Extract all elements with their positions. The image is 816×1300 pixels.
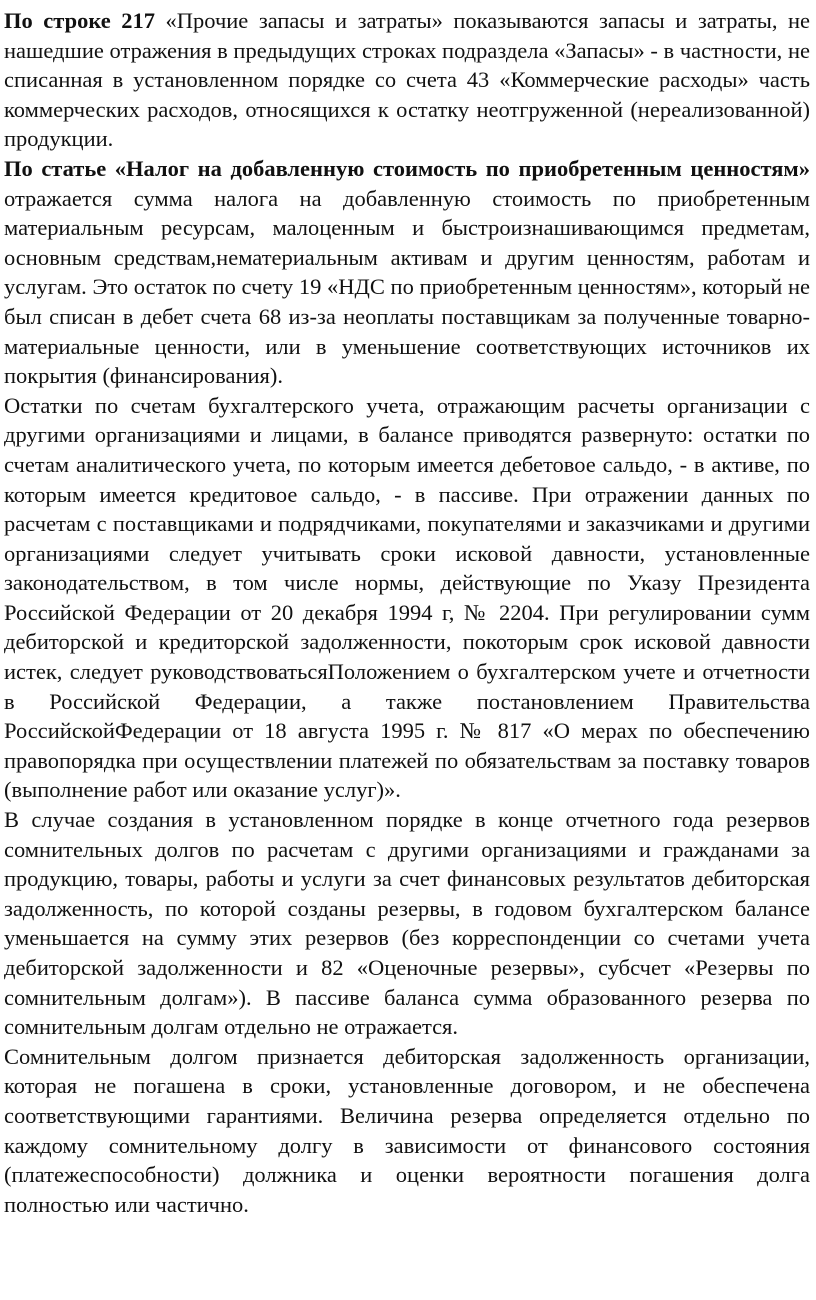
paragraph-text: Остатки по счетам бухгалтерского учета, отражающим расчеты организации с другими организациями и лицами, в балансе приводятся развернуто: остатки по счетам аналитического учета, по которым имеется дебетовое сальдо, - в активе, по которым имеется кредитовое сальдо, - в пассиве. При отражении данных по расчетам с поставщиками и подрядчиками, покупателями и заказчиками и другими организациями следует учитывать сроки исковой давности, установленные законодательством, в том числе нормы, действующие по Указу Президента Российской Федерации от 20 декабря 1994 г, № 2204. При регулировании сумм дебиторской и кредиторской задолженности, покоторым срок исковой давности истек, следует руководствоватьсяПоложением о бухгалтерском учете и отчетности в Российской Федерации, а также постановлением Правительства РоссийскойФедерации от 18 августа 1995 г. № 817 «О мерах по обеспечению правопорядка при осуществлении платежей по обязательствам за поставку товаров (выполнение работ или оказание услуг)».	[4, 392, 810, 803]
paragraph-doubtful-debt-definition	[4, 1042, 810, 1220]
paragraph-row-217	[4, 6, 810, 154]
paragraph-settlement-balances	[4, 391, 810, 805]
paragraph-vat-article	[4, 154, 810, 391]
paragraph-text: В случае создания в установленном порядке в конце отчетного года резервов сомнительных долгов по расчетам с другими организациями и гражданами за продукцию, товары, работы и услуги за счет финансовых результатов дебиторская задолженность, по которой созданы резервы, в годовом бухгалтерском балансе уменьшается на сумму этих резервов (без корреспонденции со счетами учета дебиторской задолженности и 82 «Оценочные резервы», субсчет «Резервы по сомнительным долгам»). В пассиве баланса сумма образованного резерва по сомнительным долгам отдельно не отражается.	[4, 807, 810, 1040]
paragraph-text: отражается сумма налога на добавленную стоимость по приобретенным материальным ресурсам, малоценным и быстроизнашивающимся предметам, основным средствам,нематериальным активам и другим ценностям, работам и услугам. Это остаток по счету 19 «НДС по приобретенным ценностям», который не был списан в дебет счета 68 из-за неоплаты поставщикам за полученные товарно-материальные ценности, или в уменьшение соответствующих источников их покрытия (финансирования).	[4, 185, 810, 389]
paragraph-bold-lead: По статье «Налог на добавленную стоимость по приобретенным ценностям»	[4, 155, 810, 181]
paragraph-text: «Прочие запасы и затраты» показываются запасы и затраты, не нашедшие отражения в предыдущих строках подраздела «Запасы» - в частности, не списанная в установленном порядке со счета 43 «Коммерческие расходы» часть коммерческих расходов, относящихся к остатку неотгруженной (нереализованной) продукции.	[4, 8, 810, 152]
paragraph-bold-lead: По строке 217	[4, 8, 156, 33]
paragraph-text: Сомнительным долгом признается дебиторская задолженность организации, которая не погашена в сроки, установленные договором, и не обеспечена соответствующими гарантиями. Величина резерва определяется отдельно по каждому сомнительному долгу в зависимости от финансового состояния (платежеспособности) должника и оценки вероятности погашения долга полностью или частично.	[4, 1043, 810, 1217]
paragraph-doubtful-debt-reserves	[4, 805, 810, 1042]
